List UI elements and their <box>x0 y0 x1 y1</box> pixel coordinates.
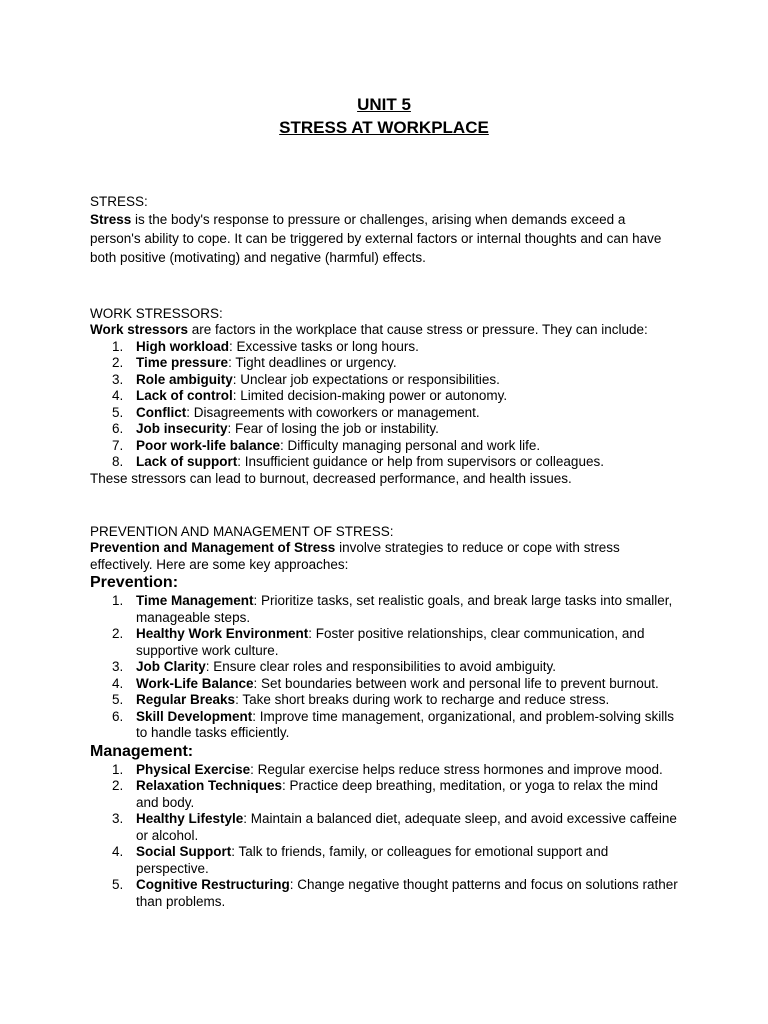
list-item-text: : Take short breaks during work to recharge and reduce stress. <box>235 692 610 707</box>
prevention-list <box>90 593 678 742</box>
list-number: 4. <box>112 844 124 859</box>
work-stressors-intro <box>90 322 678 339</box>
list-item-text: : Insufficient guidance or help from supervisors or colleagues. <box>237 454 604 469</box>
list-item-text: : Disagreements with coworkers or management. <box>186 404 480 420</box>
list-item-text: : Practice deep breathing, meditation, or yoga to relax the mind and body. <box>136 778 659 810</box>
list-number: 5. <box>112 404 124 420</box>
list-item <box>90 778 678 811</box>
list-item-term: Lack of control <box>136 388 233 403</box>
list-item <box>90 388 678 405</box>
list-item <box>90 372 678 389</box>
list-item <box>90 659 678 676</box>
list-number: 4. <box>112 675 124 691</box>
stress-heading: STRESS: <box>90 194 148 209</box>
list-item-text: : Difficulty managing personal and work life. <box>280 437 541 453</box>
list-item-term: Lack of support <box>136 454 238 469</box>
list-item-term: Relaxation Techniques <box>136 778 283 793</box>
list-number: 4. <box>112 388 124 403</box>
list-number: 5. <box>112 692 124 707</box>
list-item-term: Job insecurity <box>136 421 228 436</box>
list-item-text: : Ensure clear roles and responsibilities to avoid ambiguity. <box>205 659 556 674</box>
list-item-text: : Limited decision-making power or autonomy. <box>232 388 508 403</box>
list-item-term: Physical Exercise <box>136 761 251 777</box>
list-item-text: : Fear of losing the job or instability. <box>227 421 439 436</box>
prevention-heading <box>90 574 678 592</box>
work-stressors-term: Work stressors <box>90 322 189 337</box>
list-number: 2. <box>112 355 124 370</box>
stress-term: Stress <box>90 212 132 227</box>
list-item <box>90 709 678 742</box>
prevention-management-intro-text: involve strategies to reduce or cope with stress effectively. Here are some key approaches: <box>90 540 620 572</box>
prevention-management-intro <box>90 540 678 573</box>
list-item <box>90 692 678 709</box>
list-item-term: Job Clarity <box>136 659 206 674</box>
list-item <box>90 844 678 877</box>
list-item-term: Regular Breaks <box>136 692 236 707</box>
prevention-management-term: Prevention and Management of Stress <box>90 540 336 555</box>
list-item <box>90 676 678 693</box>
list-item-term: Time Management <box>136 593 254 608</box>
management-heading-text: Management: <box>90 742 194 760</box>
work-stressors-conclusion: These stressors can lead to burnout, decreased performance, and health issues. <box>90 470 572 486</box>
list-item-text: : Excessive tasks or long hours. <box>229 338 419 354</box>
list-item <box>90 877 678 910</box>
list-number: 7. <box>112 437 124 453</box>
management-heading <box>90 743 678 761</box>
list-item-term: Work-Life Balance <box>136 675 254 691</box>
list-item <box>90 454 678 471</box>
list-item <box>90 355 678 372</box>
list-item-text: : Talk to friends, family, or colleagues for emotional support and perspective. <box>136 844 609 876</box>
list-item-text: : Unclear job expectations or responsibilities. <box>232 371 500 387</box>
list-number: 2. <box>112 626 124 641</box>
list-item-term: Cognitive Restructuring <box>136 877 290 892</box>
document-title: STRESS AT WORKPLACE <box>279 118 489 137</box>
list-item-term: Role ambiguity <box>136 371 233 387</box>
list-item <box>90 593 678 626</box>
list-item-term: Skill Development <box>136 708 253 724</box>
list-item <box>90 626 678 659</box>
list-item-text: : Foster positive relationships, clear communication, and supportive work culture. <box>136 626 645 658</box>
list-number: 1. <box>112 761 124 777</box>
work-stressors-heading: WORK STRESSORS: <box>90 306 223 321</box>
list-number: 2. <box>112 778 124 793</box>
list-number: 3. <box>112 659 124 674</box>
list-item <box>90 339 678 356</box>
stress-definition <box>90 210 678 267</box>
list-item-term: High workload <box>136 338 230 354</box>
list-item-text: : Change negative thought patterns and focus on solutions rather than problems. <box>136 877 678 909</box>
list-number: 3. <box>112 371 124 387</box>
list-item-text: : Improve time management, organizational, and problem-solving skills to handle tasks efficiently. <box>136 708 674 740</box>
list-number: 3. <box>112 811 124 826</box>
list-item <box>90 438 678 455</box>
list-item-term: Poor work-life balance <box>136 437 281 453</box>
list-number: 5. <box>112 877 124 892</box>
list-item <box>90 421 678 438</box>
list-item-text: : Tight deadlines or urgency. <box>228 355 397 370</box>
list-item-text: : Prioritize tasks, set realistic goals, and break large tasks into smaller, manageable steps. <box>136 593 673 625</box>
stress-definition-text: is the body's response to pressure or challenges, arising when demands exceed a person's ability to cope. It can be triggered by external factors or internal thoughts and can have both positive (motivating) and negative (harmful) effects. <box>90 212 662 265</box>
list-item-term: Healthy Work Environment <box>136 626 309 641</box>
list-number: 8. <box>112 454 124 469</box>
unit-title: UNIT 5 <box>357 95 411 114</box>
list-item-text: : Maintain a balanced diet, adequate sleep, and avoid excessive caffeine or alcohol. <box>136 811 677 843</box>
list-item-term: Conflict <box>136 404 187 420</box>
list-number: 1. <box>112 338 124 354</box>
list-number: 6. <box>112 708 124 724</box>
work-stressors-intro-text: are factors in the workplace that cause stress or pressure. They can include: <box>188 322 648 337</box>
list-item <box>90 811 678 844</box>
management-list <box>90 762 678 911</box>
work-stressors-list <box>90 339 678 471</box>
prevention-management-heading: PREVENTION AND MANAGEMENT OF STRESS: <box>90 524 394 539</box>
list-number: 6. <box>112 421 124 436</box>
prevention-heading-text: Prevention: <box>90 574 179 591</box>
list-item-term: Time pressure <box>136 355 229 370</box>
list-number: 1. <box>112 593 124 608</box>
list-item-text: : Set boundaries between work and personal life to prevent burnout. <box>253 675 659 691</box>
list-item-term: Social Support <box>136 844 232 859</box>
list-item-term: Healthy Lifestyle <box>136 811 244 826</box>
list-item-text: : Regular exercise helps reduce stress hormones and improve mood. <box>250 761 663 777</box>
list-item <box>90 762 678 779</box>
list-item <box>90 405 678 422</box>
